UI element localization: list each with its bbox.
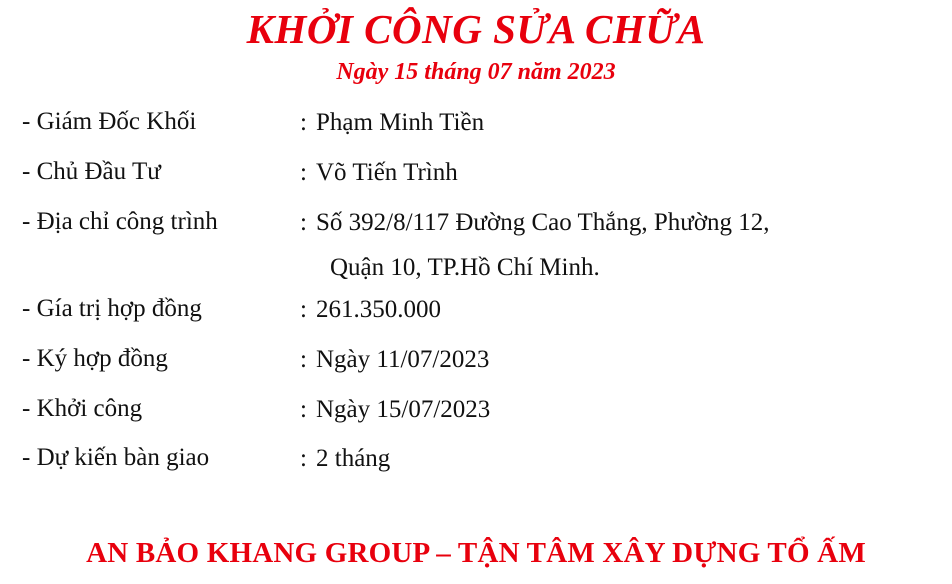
info-row — [22, 156, 932, 190]
info-label: - Gía trị hợp đồng — [22, 295, 202, 323]
info-label: - Dự kiến bàn giao — [22, 444, 210, 472]
colon-separator: : — [300, 395, 307, 423]
info-row — [22, 206, 932, 286]
info-value: Ngày 11/07/2023 — [316, 345, 490, 373]
page-subtitle: Ngày 15 tháng 07 năm 2023 — [336, 59, 616, 86]
info-value-wrap — [300, 442, 390, 476]
info-value-wrap — [300, 206, 770, 286]
info-row — [22, 393, 932, 427]
info-value-wrap — [300, 393, 490, 427]
page-title: KHỞI CÔNG SỬA CHỮA — [246, 6, 706, 52]
info-label: - Giám Đốc Khối — [22, 108, 197, 136]
info-row — [22, 293, 932, 327]
info-row — [22, 442, 932, 476]
info-value-wrap — [300, 293, 441, 327]
info-value: Phạm Minh Tiền — [316, 109, 485, 137]
info-value-wrap — [300, 106, 484, 140]
info-value — [316, 206, 770, 286]
info-list — [0, 106, 952, 476]
info-label: - Chủ Đầu Tư — [22, 157, 161, 185]
colon-separator: : — [300, 445, 307, 473]
info-value-line2: Quận 10, TP.Hồ Chí Minh. — [330, 254, 600, 282]
info-value: Ngày 15/07/2023 — [316, 395, 491, 423]
info-value: 2 tháng — [316, 445, 391, 473]
info-row — [22, 343, 932, 377]
info-value: 261.350.000 — [316, 296, 441, 324]
info-value: Võ Tiến Trình — [316, 158, 458, 186]
info-row — [22, 106, 932, 140]
footer-slogan: AN BẢO KHANG GROUP – TẬN TÂM XÂY DỰNG TỔ ẤM — [86, 537, 866, 569]
info-value-wrap — [300, 156, 458, 190]
colon-separator: : — [300, 345, 307, 373]
colon-separator: : — [300, 208, 307, 236]
colon-separator: : — [300, 158, 307, 186]
info-value-wrap — [300, 343, 489, 377]
info-label: - Khởi công — [22, 394, 143, 422]
colon-separator: : — [300, 296, 307, 324]
info-value-line1: Số 392/8/117 Đường Cao Thắng, Phường 12, — [316, 208, 770, 236]
colon-separator: : — [300, 109, 307, 137]
info-label: - Địa chỉ công trình — [22, 207, 218, 235]
document-page — [0, 8, 952, 584]
info-label: - Ký hợp đồng — [22, 344, 168, 372]
